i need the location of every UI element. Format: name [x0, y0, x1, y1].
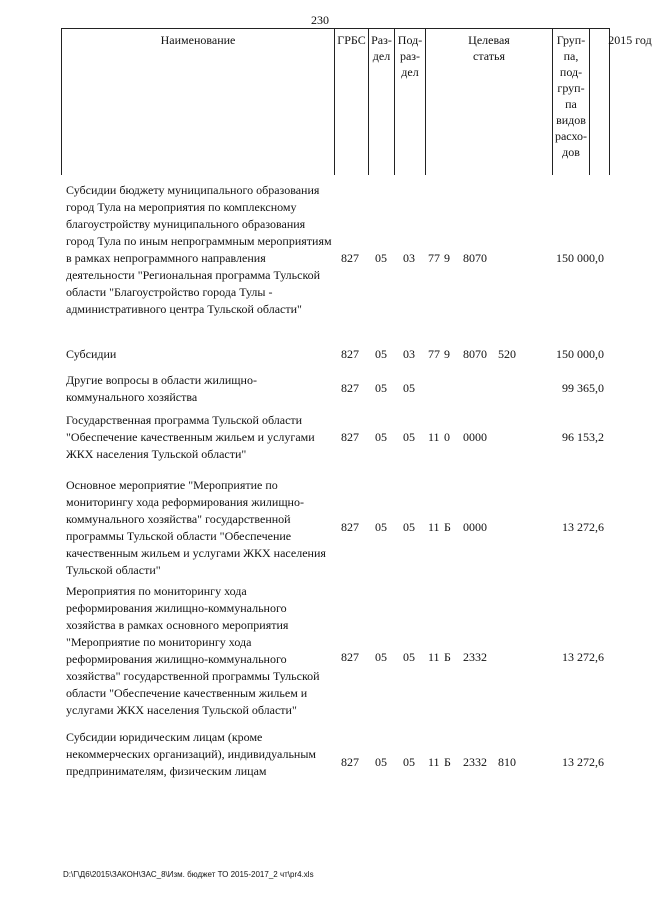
row-cs-sub: Б [444, 650, 451, 664]
row-name: Мероприятия по мониторингу хода реформирования жилищно-коммунального хозяйства в рамках основного мероприятия "Мероприятие по мониторингу хода реформирования жилищно-коммунального хозяйства" государственной программы Тульской области "Обеспечение качественным жильем и услугами ЖКХ населения Тульской области" [66, 584, 320, 717]
header-razdel: Раз- дел [369, 29, 395, 175]
header-year: 2015 год [608, 33, 652, 47]
row-cs-code: 8070 [463, 347, 487, 361]
row-podrazdel: 05 [403, 650, 415, 664]
row-sum: 13 272,6 [562, 520, 604, 534]
page-number: 230 [311, 13, 329, 27]
header-name: Наименование [62, 29, 335, 175]
row-razdel: 05 [375, 430, 387, 444]
row-cs-program: 11 [428, 430, 440, 444]
row-cs-program: 77 [428, 347, 440, 361]
row-razdel: 05 [375, 520, 387, 534]
row-sum: 96 153,2 [562, 430, 604, 444]
row-grbs: 827 [341, 381, 359, 395]
row-grbs: 827 [341, 520, 359, 534]
row-name: Основное мероприятие "Мероприятие по мониторингу хода реформирования жилищно-коммунального хозяйства" государственной программы Тульской области "Обеспечение качественным жильем и услугами ЖКХ населения Тульской области" [66, 478, 326, 577]
row-grbs: 827 [341, 755, 359, 769]
row-grbs: 827 [341, 650, 359, 664]
row-name: Государственная программа Тульской области "Обеспечение качественным жильем и услугами ЖКХ населения Тульской области" [66, 413, 315, 461]
row-name: Субсидии юридическим лицам (кроме некоммерческих организаций), индивидуальным предпринимателям, физическим лицам [66, 730, 316, 778]
row-sum: 150 000,0 [556, 347, 604, 361]
row-podrazdel: 05 [403, 381, 415, 395]
row-podrazdel: 03 [403, 347, 415, 361]
row-cs-program: 77 [428, 251, 440, 265]
row-sum: 13 272,6 [562, 650, 604, 664]
row-grbs: 827 [341, 430, 359, 444]
header-gruppa: Груп- па, под- груп- па видов расхо- дов [553, 29, 590, 175]
row-sum: 13 272,6 [562, 755, 604, 769]
row-razdel: 05 [375, 755, 387, 769]
row-gruppa: 520 [498, 347, 516, 361]
row-razdel: 05 [375, 650, 387, 664]
file-path-footer: D:\Г\Д6\2015\ЗАКОН\ЗАС_8\Изм. бюджет ТО 2015-2017_2 чт\pr4.xls [63, 870, 314, 879]
row-podrazdel: 05 [403, 755, 415, 769]
row-cs-code: 2332 [463, 650, 487, 664]
row-cs-sub: 9 [444, 347, 450, 361]
row-cs-sub: 0 [444, 430, 450, 444]
row-sum: 99 365,0 [562, 381, 604, 395]
header-celevaya: Целевая статья [426, 29, 553, 175]
row-name: Субсидии [66, 347, 117, 361]
row-razdel: 05 [375, 251, 387, 265]
header-grbs: ГРБС [335, 29, 369, 175]
row-cs-sub: 9 [444, 251, 450, 265]
row-cs-program: 11 [428, 650, 440, 664]
row-name: Субсидии бюджету муниципального образования город Тула на мероприятия по комплексному благоустройству муниципального образования город Тула по иным непрограммным мероприятиям в рамках непрограммного направления деятельности "Региональная программа Тульской области "Благоустройство города Тулы - административного центра Тульской области" [66, 183, 332, 316]
row-cs-sub: Б [444, 520, 451, 534]
row-gruppa: 810 [498, 755, 516, 769]
row-cs-code: 2332 [463, 755, 487, 769]
table-header [61, 28, 652, 175]
row-cs-sub: Б [444, 755, 451, 769]
row-cs-code: 8070 [463, 251, 487, 265]
row-cs-program: 11 [428, 520, 440, 534]
row-name: Другие вопросы в области жилищно-коммунального хозяйства [66, 373, 257, 404]
row-podrazdel: 03 [403, 251, 415, 265]
row-razdel: 05 [375, 381, 387, 395]
row-podrazdel: 05 [403, 430, 415, 444]
row-grbs: 827 [341, 347, 359, 361]
header-podrazdel: Под- раз- дел [395, 29, 426, 175]
row-sum: 150 000,0 [556, 251, 604, 265]
row-grbs: 827 [341, 251, 359, 265]
row-cs-code: 0000 [463, 430, 487, 444]
row-cs-program: 11 [428, 755, 440, 769]
row-podrazdel: 05 [403, 520, 415, 534]
row-cs-code: 0000 [463, 520, 487, 534]
row-razdel: 05 [375, 347, 387, 361]
